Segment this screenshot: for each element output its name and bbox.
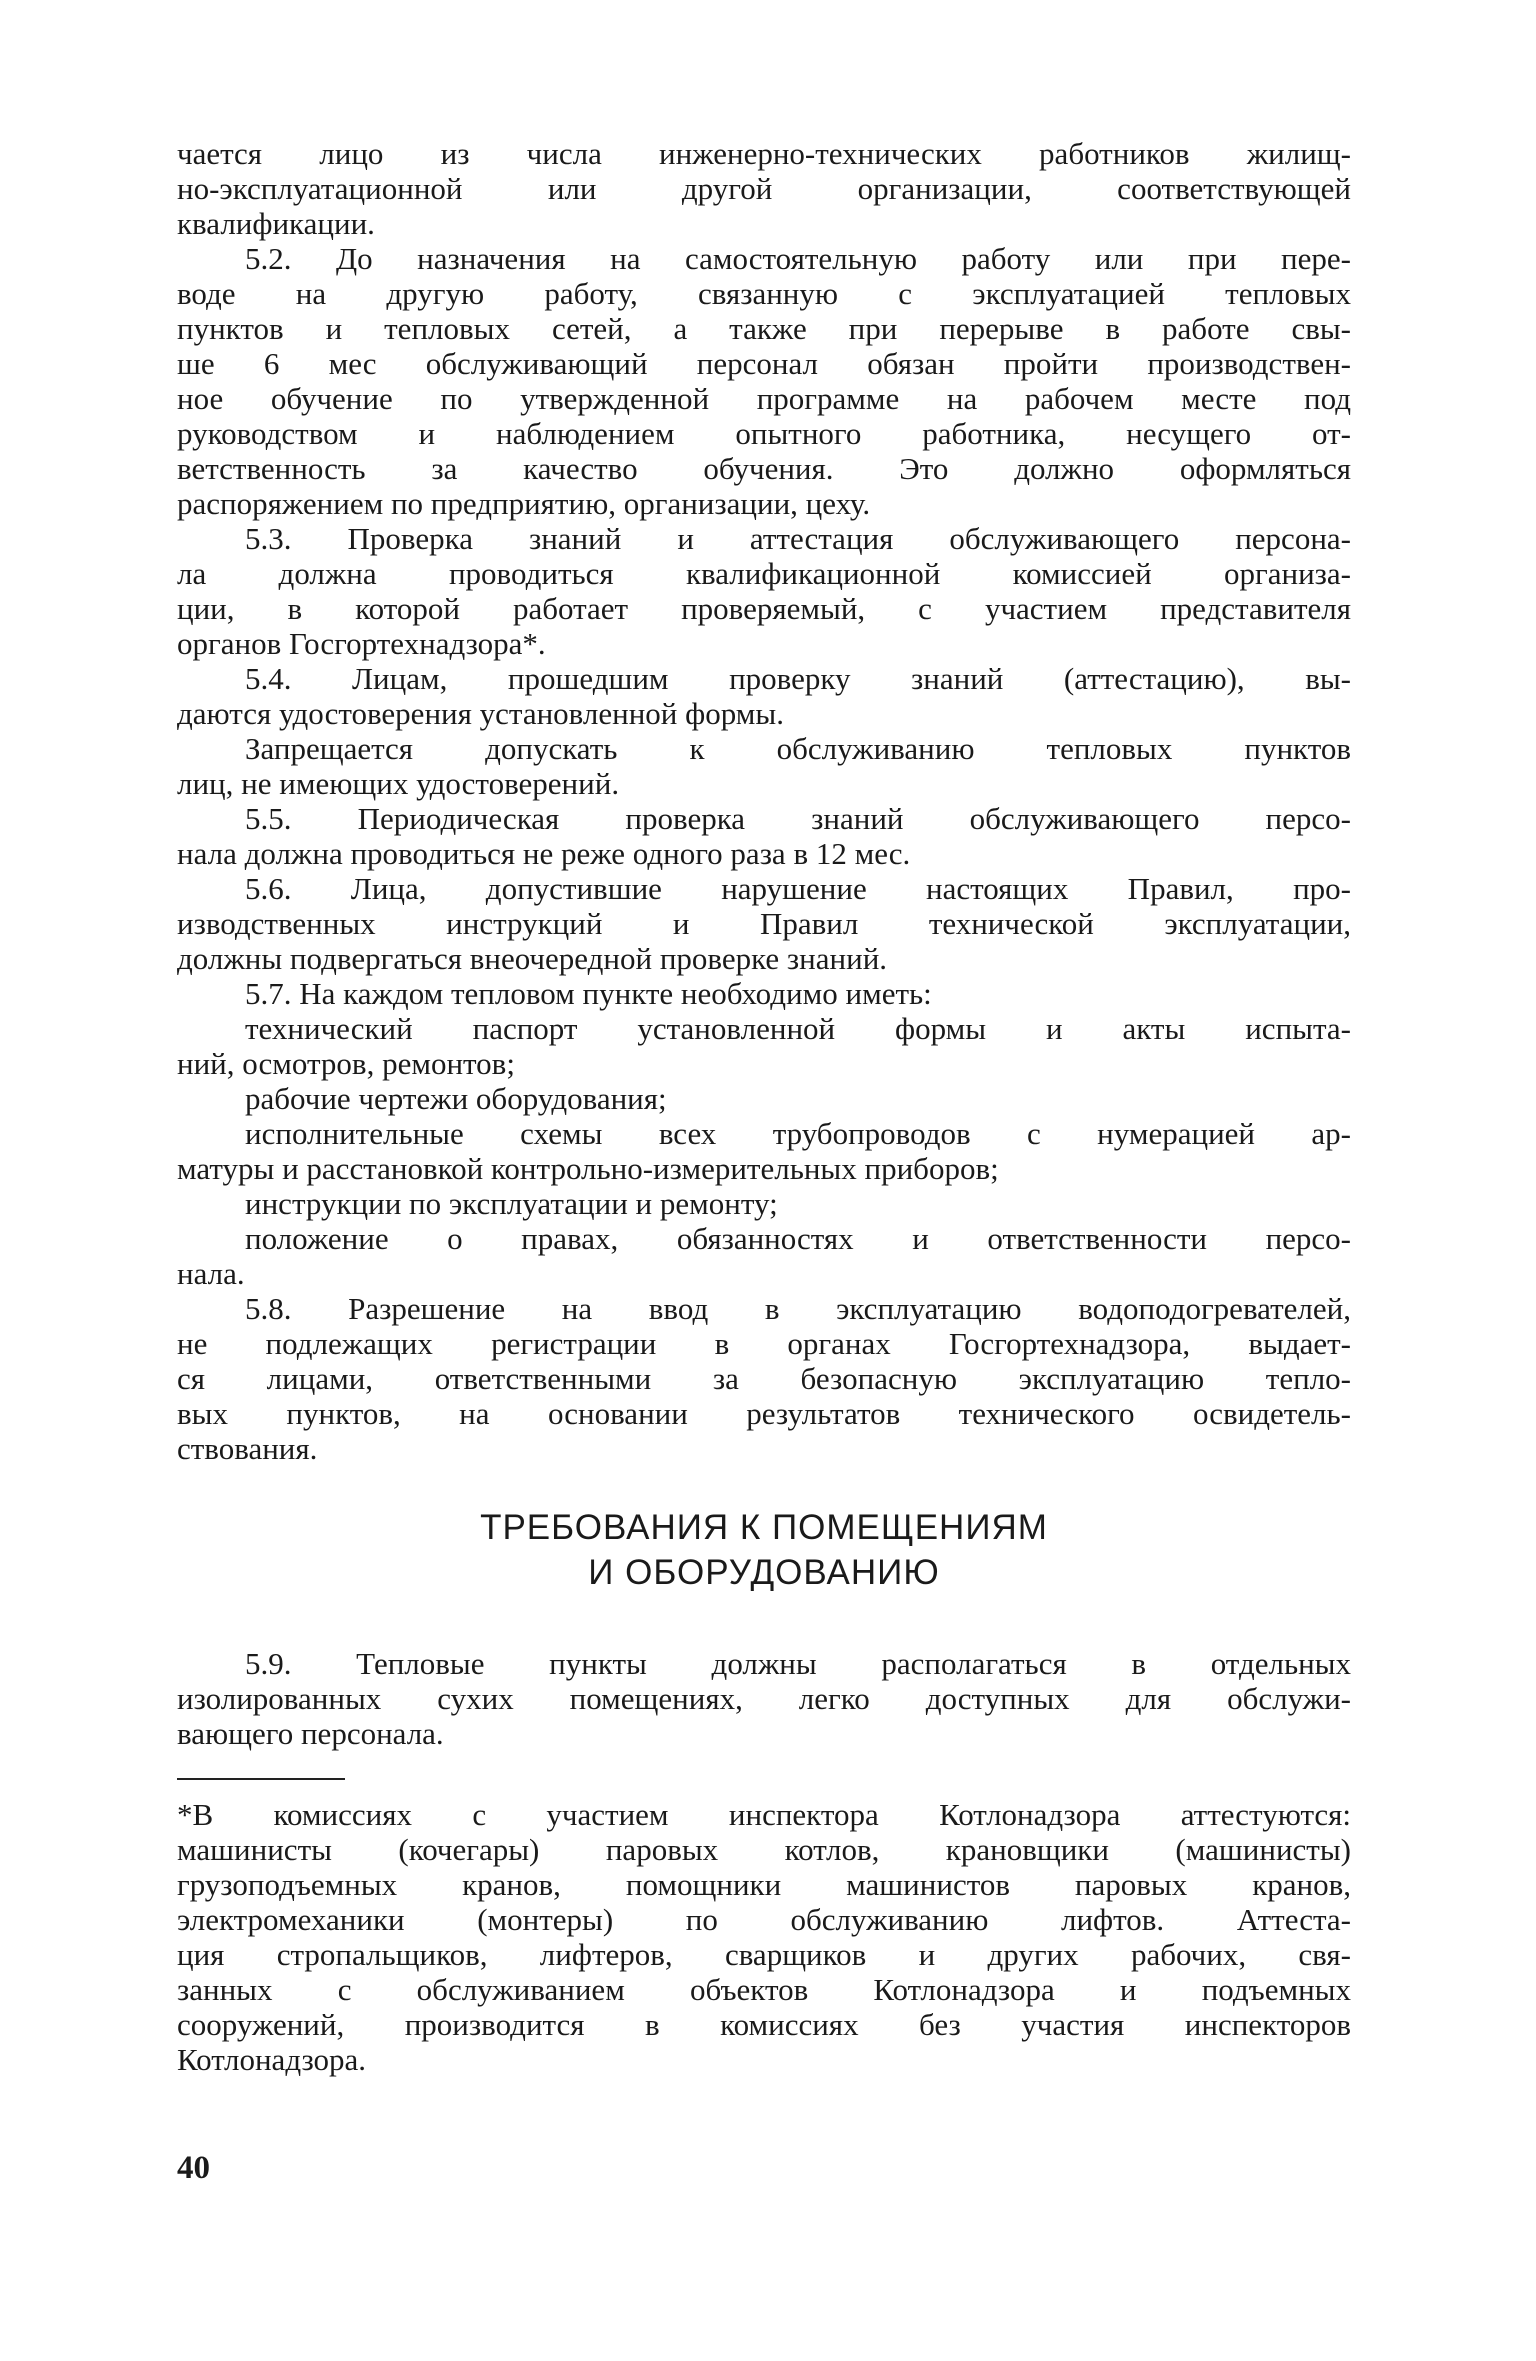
text-line: 5.7. На каждом тепловом пункте необходимо иметь: bbox=[245, 976, 932, 1011]
text-line: но-эксплуатационной или другой организации, соответствующей bbox=[177, 171, 1351, 206]
paragraph bbox=[177, 1291, 1351, 1466]
text-line: ла должна проводиться квалификационной комиссией организа- bbox=[177, 556, 1351, 591]
paragraph bbox=[177, 1011, 1351, 1081]
text-line: матуры и расстановкой контрольно-измерительных приборов; bbox=[177, 1151, 999, 1186]
paragraph bbox=[177, 661, 1351, 731]
text-line: Котлонадзора. bbox=[177, 2042, 367, 2077]
text-line: рабочие чертежи оборудования; bbox=[245, 1081, 667, 1116]
text-line: даются удостоверения установленной формы. bbox=[177, 696, 784, 731]
paragraph bbox=[177, 1116, 1351, 1186]
paragraph bbox=[177, 731, 1351, 801]
section-heading bbox=[177, 1505, 1351, 1595]
text-line: чается лицо из числа инженерно-технических работников жилищ- bbox=[177, 136, 1351, 171]
page-number: 40 bbox=[177, 2150, 210, 2186]
paragraph bbox=[177, 1646, 1351, 1751]
text-line: вых пунктов, на основании результатов технического освидетель- bbox=[177, 1396, 1351, 1431]
text-line: вающего персонала. bbox=[177, 1716, 444, 1751]
text-line: технический паспорт установленной формы и акты испыта- bbox=[245, 1011, 1351, 1046]
text-line: ний, осмотров, ремонтов; bbox=[177, 1046, 515, 1081]
text-line: нала должна проводиться не реже одного раза в 12 мес. bbox=[177, 836, 911, 871]
paragraph bbox=[177, 1797, 1351, 2077]
paragraph bbox=[177, 976, 1351, 1011]
text-line: ся лицами, ответственными за безопасную эксплуатацию тепло- bbox=[177, 1361, 1351, 1396]
text-line: пунктов и тепловых сетей, а также при перерыве в работе свы- bbox=[177, 311, 1351, 346]
footnote-divider bbox=[177, 1778, 345, 1780]
text-line: руководством и наблюдением опытного работника, несущего от- bbox=[177, 416, 1351, 451]
text-line: 5.2. До назначения на самостоятельную работу или при пере- bbox=[245, 241, 1351, 276]
heading-line: ТРЕБОВАНИЯ К ПОМЕЩЕНИЯМ bbox=[480, 1508, 1048, 1547]
text-line: органов Госгортехнадзора*. bbox=[177, 626, 546, 661]
text-line: ветственность за качество обучения. Это должно оформляться bbox=[177, 451, 1351, 486]
text-line: 5.6. Лица, допустившие нарушение настоящих Правил, про- bbox=[245, 871, 1351, 906]
text-line: ции, в которой работает проверяемый, с участием представителя bbox=[177, 591, 1351, 626]
text-line: распоряжением по предприятию, организации, цеху. bbox=[177, 486, 871, 521]
text-line: 5.3. Проверка знаний и аттестация обслуживающего персона- bbox=[245, 521, 1351, 556]
text-line: сооружений, производится в комиссиях без участия инспекторов bbox=[177, 2007, 1351, 2042]
text-line: должны подвергаться внеочередной проверке знаний. bbox=[177, 941, 888, 976]
text-line: 5.5. Периодическая проверка знаний обслуживающего персо- bbox=[245, 801, 1351, 836]
text-line: 5.4. Лицам, прошедшим проверку знаний (аттестацию), вы- bbox=[245, 661, 1351, 696]
text-line: ствования. bbox=[177, 1431, 318, 1466]
text-line: электромеханики (монтеры) по обслуживанию лифтов. Аттеста- bbox=[177, 1902, 1351, 1937]
footnote bbox=[177, 1797, 1351, 2077]
paragraph bbox=[177, 241, 1351, 521]
text-line: ное обучение по утвержденной программе на рабочем месте под bbox=[177, 381, 1351, 416]
paragraph-5-9 bbox=[177, 1646, 1351, 1751]
body-text bbox=[177, 136, 1351, 1466]
text-line: *В комиссиях с участием инспектора Котлонадзора аттестуются: bbox=[177, 1797, 1351, 1832]
text-line: ше 6 мес обслуживающий персонал обязан пройти производствен- bbox=[177, 346, 1351, 381]
text-line: грузоподъемных кранов, помощники машинистов паровых кранов, bbox=[177, 1867, 1351, 1902]
text-line: изводственных инструкций и Правил технической эксплуатации, bbox=[177, 906, 1351, 941]
text-line: ция стропальщиков, лифтеров, сварщиков и других рабочих, свя- bbox=[177, 1937, 1351, 1972]
paragraph bbox=[177, 801, 1351, 871]
paragraph bbox=[177, 871, 1351, 976]
heading-line: И ОБОРУДОВАНИЮ bbox=[588, 1553, 940, 1592]
text-line: машинисты (кочегары) паровых котлов, крановщики (машинисты) bbox=[177, 1832, 1351, 1867]
text-line: нала. bbox=[177, 1256, 245, 1291]
text-line: не подлежащих регистрации в органах Госгортехнадзора, выдает- bbox=[177, 1326, 1351, 1361]
text-line: воде на другую работу, связанную с эксплуатацией тепловых bbox=[177, 276, 1351, 311]
text-line: инструкции по эксплуатации и ремонту; bbox=[245, 1186, 778, 1221]
text-line: занных с обслуживанием объектов Котлонадзора и подъемных bbox=[177, 1972, 1351, 2007]
paragraph bbox=[177, 1221, 1351, 1291]
text-line: положение о правах, обязанностях и ответственности персо- bbox=[245, 1221, 1351, 1256]
text-line: квалификации. bbox=[177, 206, 375, 241]
text-line: Запрещается допускать к обслуживанию тепловых пунктов bbox=[245, 731, 1351, 766]
text-line: исполнительные схемы всех трубопроводов с нумерацией ар- bbox=[245, 1116, 1351, 1151]
text-line: лиц, не имеющих удостоверений. bbox=[177, 766, 620, 801]
paragraph bbox=[177, 521, 1351, 661]
paragraph bbox=[177, 136, 1351, 241]
text-line: 5.9. Тепловые пункты должны располагаться в отдельных bbox=[245, 1646, 1351, 1681]
paragraph bbox=[177, 1081, 1351, 1116]
text-line: изолированных сухих помещениях, легко доступных для обслужи- bbox=[177, 1681, 1351, 1716]
text-line: 5.8. Разрешение на ввод в эксплуатацию водоподогревателей, bbox=[245, 1291, 1351, 1326]
paragraph bbox=[177, 1186, 1351, 1221]
